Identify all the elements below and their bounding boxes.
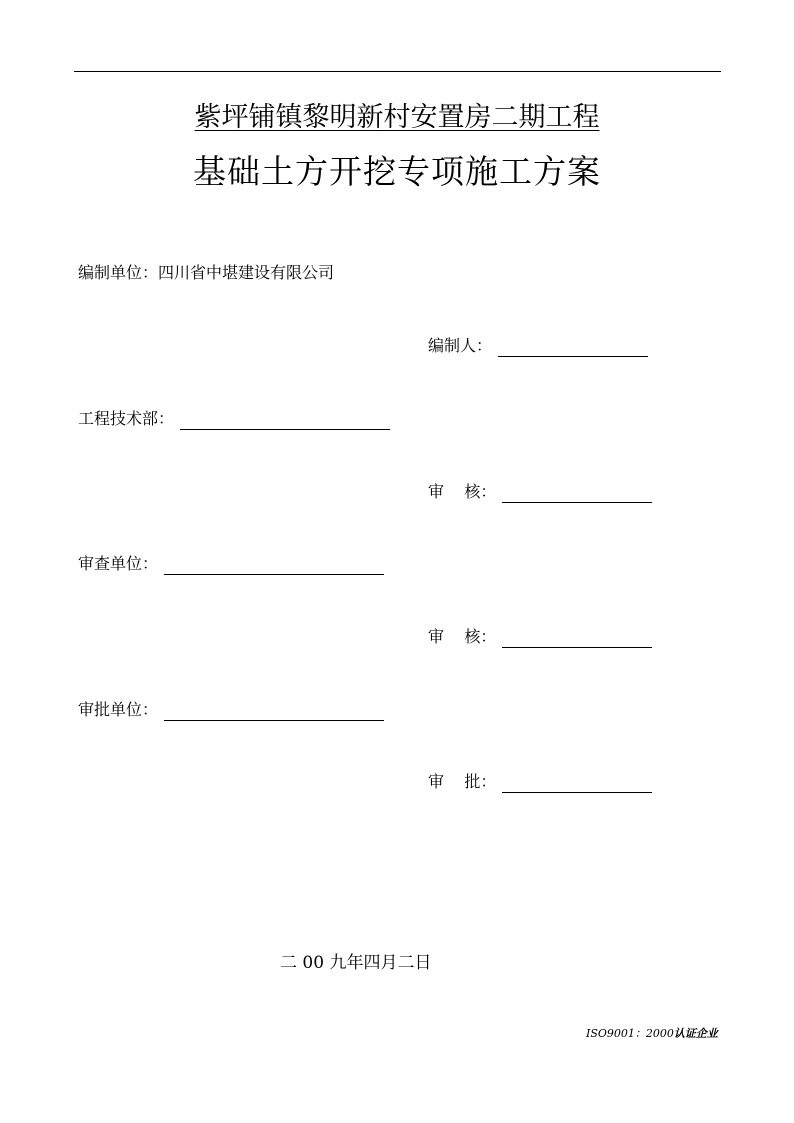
reviewer2-blank[interactable] — [502, 629, 652, 648]
tech-dept-blank[interactable] — [180, 411, 390, 430]
iso-text: 认证企业 — [673, 1027, 718, 1040]
header-rule — [74, 71, 721, 72]
iso-code: ISO9001：2000 — [586, 1027, 674, 1040]
compiler-field — [428, 335, 648, 357]
review-unit-field — [78, 553, 384, 575]
tech-dept-field — [78, 408, 390, 430]
reviewer2-label: 审 核： — [428, 627, 497, 646]
compiling-unit-field — [78, 262, 334, 284]
reviewer1-blank[interactable] — [502, 484, 652, 503]
compiling-unit-label: 编制单位： — [78, 263, 159, 282]
reviewer2-field — [428, 626, 652, 648]
reviewer1-label: 审 核： — [428, 482, 497, 501]
compiling-unit-value: 四川省中堪建设有限公司 — [158, 263, 335, 282]
approver-label: 审 批： — [428, 772, 497, 791]
reviewer1-field — [428, 481, 652, 503]
tech-dept-label: 工程技术部： — [78, 409, 175, 428]
document-date: 二 00 九年四月二日 — [280, 953, 432, 973]
project-title-text: 紫坪铺镇黎明新村安置房二期工程 — [194, 102, 600, 133]
iso-certification — [586, 1027, 718, 1041]
approver-blank[interactable] — [502, 774, 652, 793]
review-unit-label: 审查单位： — [78, 554, 159, 573]
approval-unit-field — [78, 699, 384, 721]
project-title — [0, 98, 794, 138]
document-title: 基础土方开挖专项施工方案 — [193, 152, 601, 191]
approval-unit-blank[interactable] — [164, 702, 384, 721]
review-unit-blank[interactable] — [164, 556, 384, 575]
compiler-blank[interactable] — [498, 338, 648, 357]
compiler-label: 编制人： — [428, 336, 493, 355]
approval-unit-label: 审批单位： — [78, 700, 159, 719]
approver-field — [428, 771, 652, 793]
